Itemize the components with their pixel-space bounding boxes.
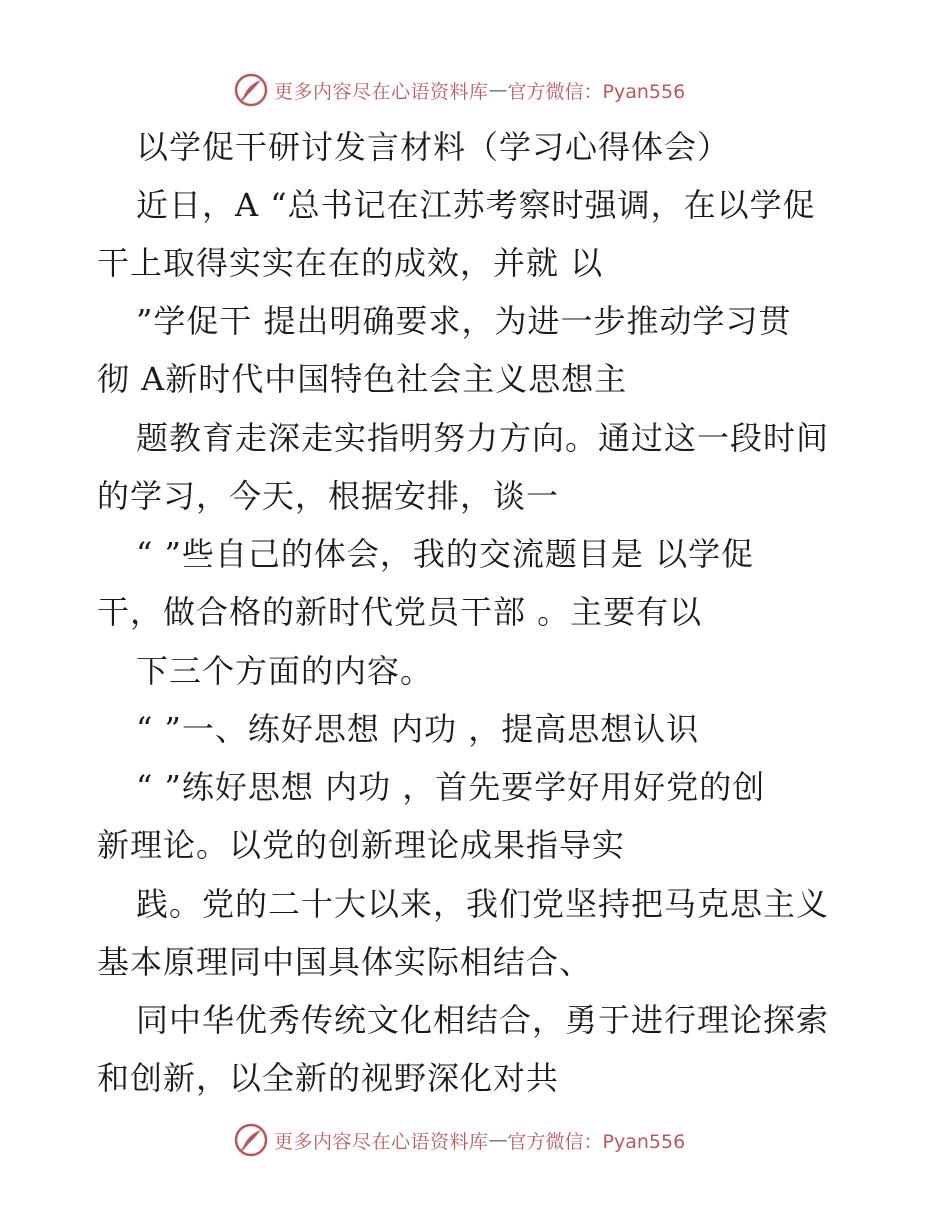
text-line: “ ”练好思想 内功 ，首先要学好用好党的创 bbox=[136, 768, 766, 806]
text-line: 和创新，以全新的视野深化对共 bbox=[97, 1059, 560, 1097]
text-line: ”学促干 提出明确要求，为进一步推动学习贯 bbox=[136, 302, 792, 340]
text-line: 干上取得实实在在的成效，并就 以 bbox=[97, 244, 604, 282]
section-heading: “ ”一、练好思想 内功 ，提高思想认识 bbox=[136, 710, 700, 748]
text-line: 干，做合格的新时代党员干部 。主要有以 bbox=[97, 593, 703, 631]
header-watermark bbox=[234, 72, 685, 108]
text-line: 同中华优秀传统文化相结合，勇于进行理论探索 bbox=[136, 1001, 830, 1039]
text-line: 近日，A “总书记在江苏考察时强调，在以学促 bbox=[136, 186, 816, 224]
document-title: 以学促干研讨发言材料（学习心得体会） bbox=[136, 128, 731, 166]
feather-pen-logo-icon bbox=[234, 73, 268, 107]
text-line: 彻 A新时代中国特色社会主义思想主 bbox=[97, 360, 628, 398]
watermark-contact-text: 官方微信：Pyan556 bbox=[507, 1130, 686, 1153]
text-line: 下三个方面的内容。 bbox=[136, 652, 434, 690]
watermark-separator: — bbox=[488, 1129, 508, 1151]
watermark-brand-text: 更多内容尽在心语资料库 bbox=[274, 80, 489, 103]
text-line: 基本原理同中国具体实际相结合、 bbox=[97, 943, 593, 981]
footer-watermark bbox=[234, 1122, 685, 1158]
text-line: “ ”些自己的体会，我的交流题目是 以学促 bbox=[136, 535, 755, 573]
watermark-contact-text: 官方微信：Pyan556 bbox=[507, 80, 686, 103]
text-line: 践。党的二十大以来，我们党坚持把马克思主义 bbox=[136, 885, 830, 923]
text-line: 题教育走深走实指明努力方向。通过这一段时间 bbox=[136, 419, 830, 457]
text-line: 新理论。以党的创新理论成果指导实 bbox=[97, 826, 626, 864]
watermark-brand-text: 更多内容尽在心语资料库 bbox=[274, 1130, 489, 1153]
text-line: 的学习，今天，根据安排，谈一 bbox=[97, 477, 560, 515]
watermark-separator: — bbox=[488, 79, 508, 101]
feather-pen-logo-icon bbox=[234, 1123, 268, 1157]
